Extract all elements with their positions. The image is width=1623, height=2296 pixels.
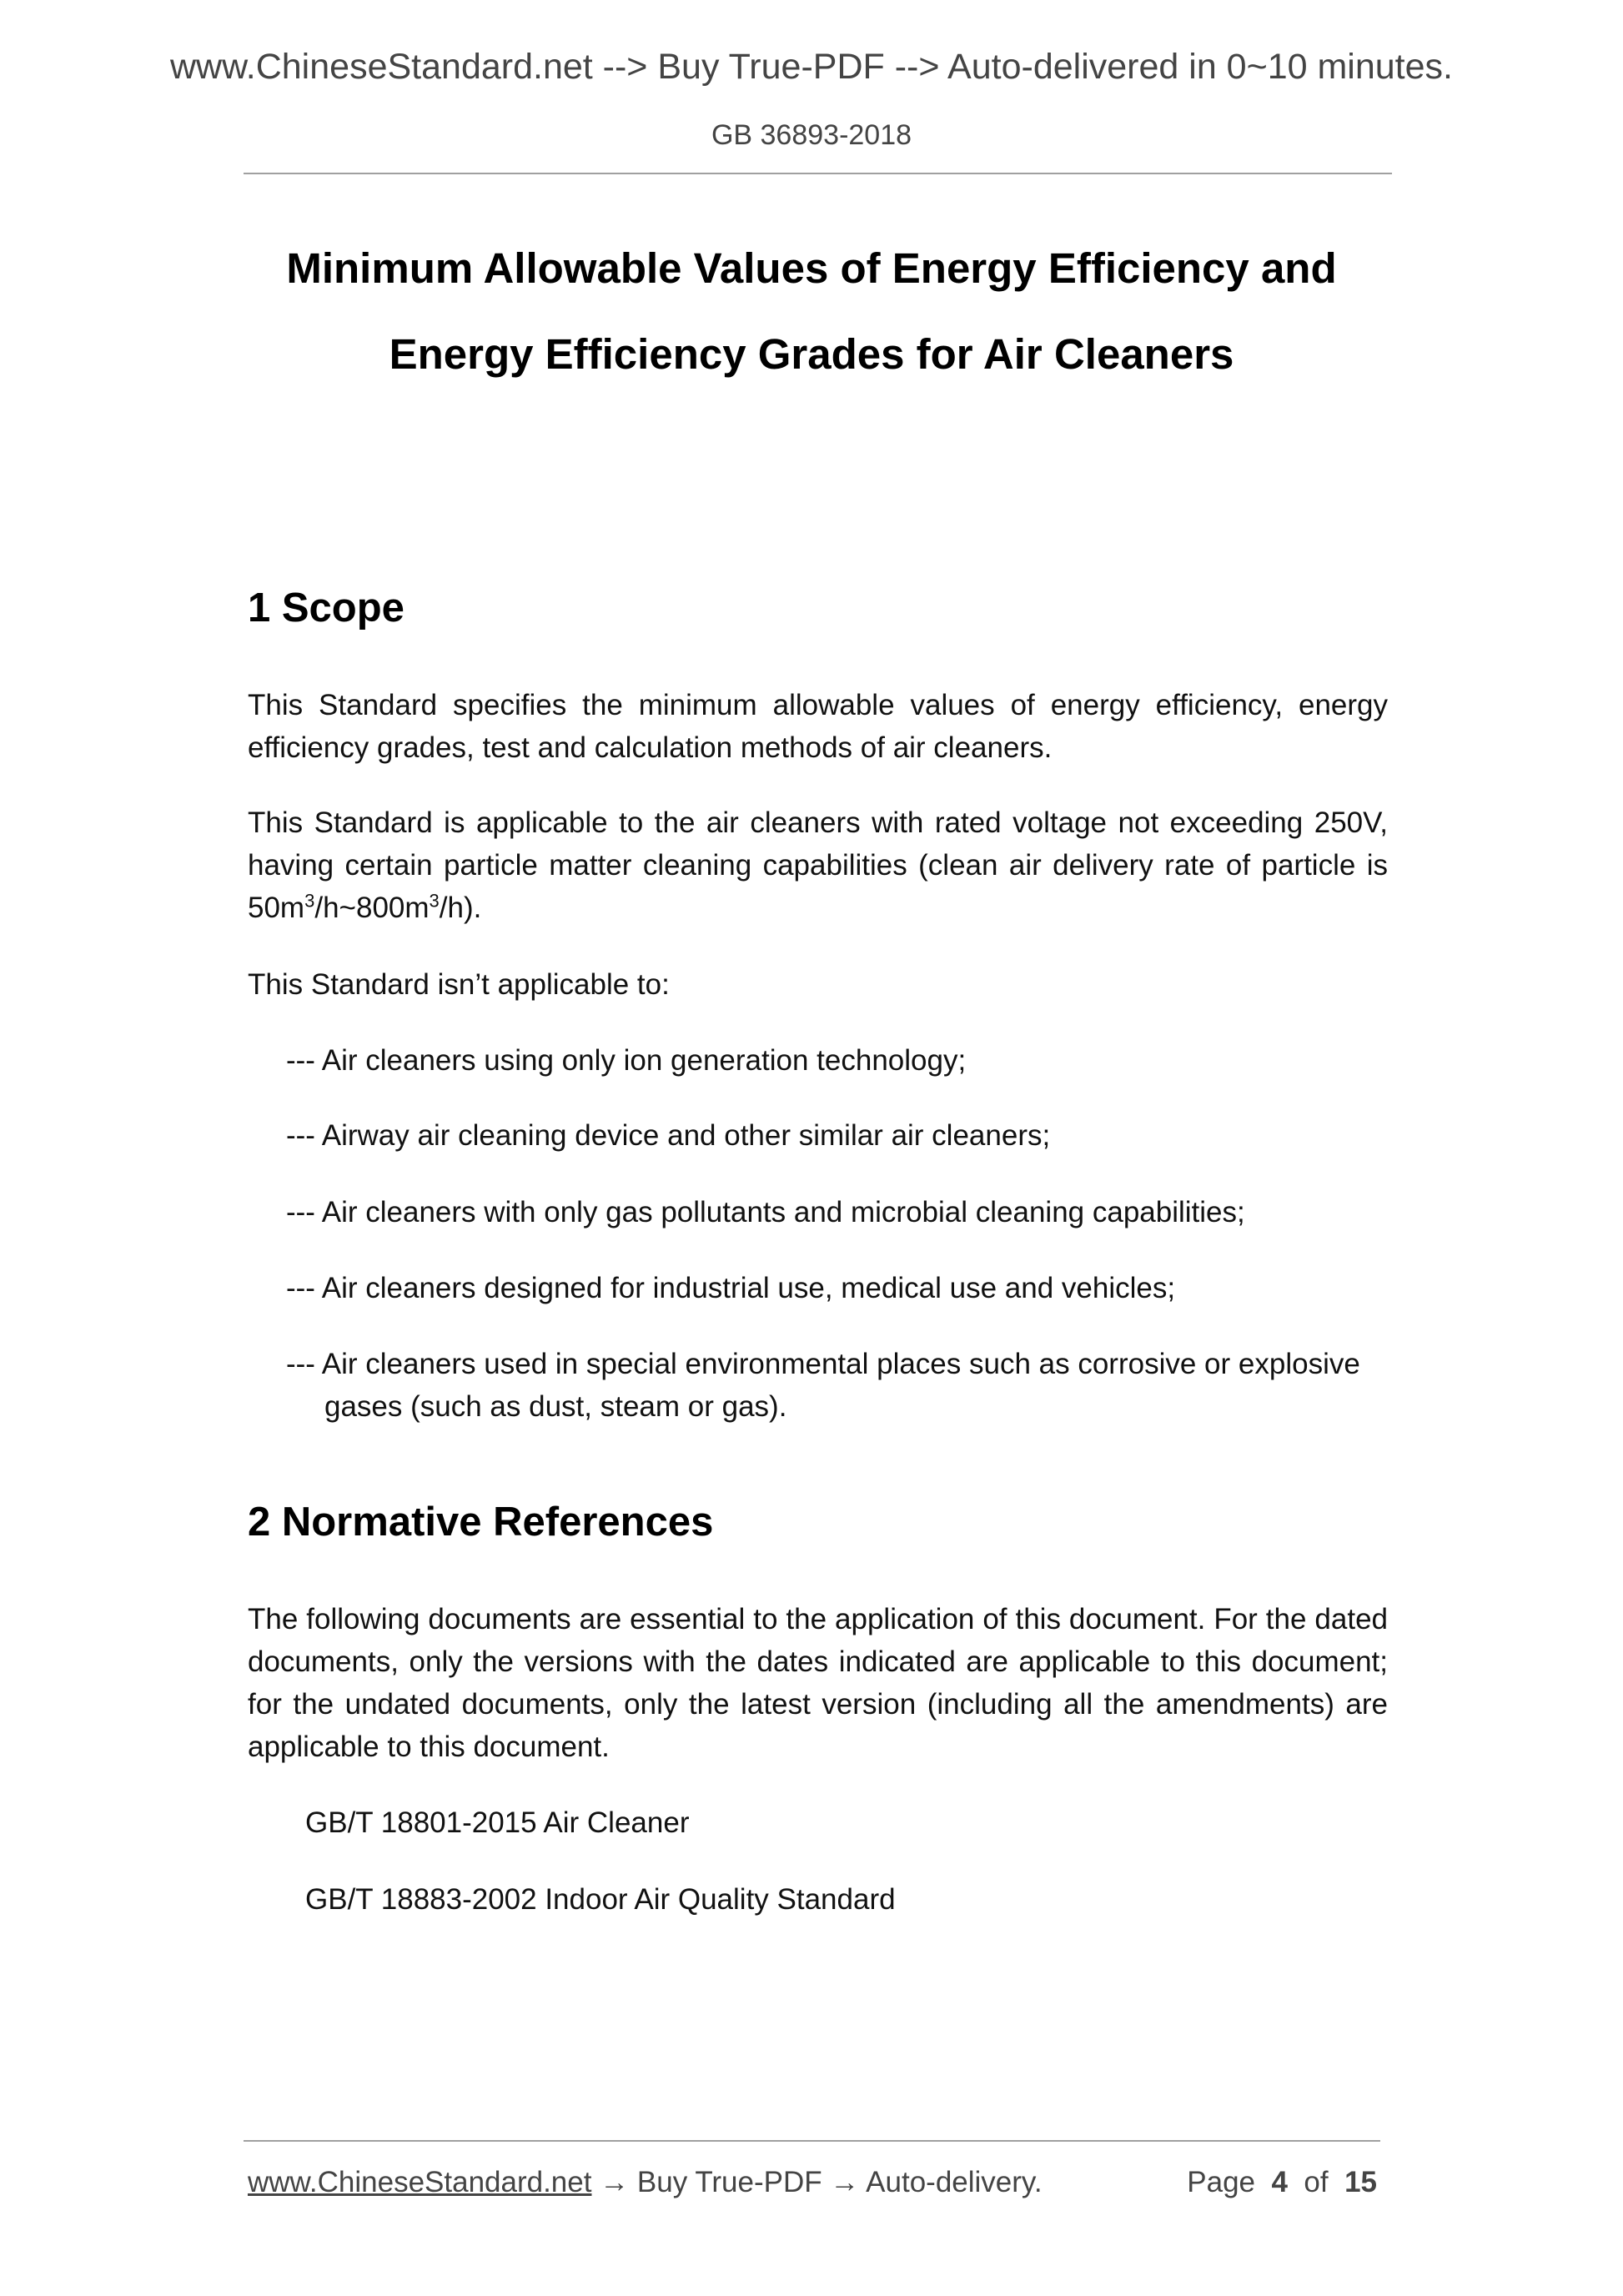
- superscript: 3: [429, 890, 440, 912]
- footer-promo: [248, 2164, 1043, 2201]
- current-page: 4: [1271, 2166, 1288, 2198]
- superscript: 3: [304, 890, 315, 912]
- of-label: of: [1304, 2166, 1329, 2198]
- exclusion-item: --- Air cleaners used in special environmental places such as corrosive or explosive gases (such as dust, steam or gas).: [286, 1348, 1360, 1423]
- header-divider: [244, 173, 1392, 174]
- scope-paragraph-3: This Standard isn’t applicable to:: [248, 968, 670, 1001]
- exclusion-item: --- Airway air cleaning device and other similar air cleaners;: [286, 1119, 1051, 1152]
- reference-item: GB/T 18801-2015 Air Cleaner: [305, 1806, 690, 1839]
- exclusion-item: --- Air cleaners using only ion generation technology;: [286, 1044, 967, 1077]
- standard-code: GB 36893-2018: [711, 119, 912, 151]
- footer-promo-text: → Buy True-PDF → Auto-delivery.: [591, 2166, 1043, 2198]
- text: This Standard is applicable to the air cleaners with rated voltage not exceeding 250V, having certain particle matter cleaning capabilities (clean air delivery rate of particle is 50m: [248, 806, 1388, 924]
- exclusion-item: --- Air cleaners with only gas pollutants and microbial cleaning capabilities;: [286, 1196, 1245, 1228]
- page-label: Page: [1187, 2166, 1256, 2198]
- reference-item: GB/T 18883-2002 Indoor Air Quality Standard: [305, 1883, 896, 1916]
- exclusion-item: --- Air cleaners designed for industrial use, medical use and vehicles;: [286, 1272, 1176, 1304]
- footer-divider: [244, 2140, 1380, 2142]
- scope-paragraph-1: This Standard specifies the minimum allowable values of energy efficiency, energy efficiency grades, test and calculation methods of air cleaners.: [248, 689, 1388, 764]
- text: /h~800m: [314, 892, 430, 924]
- total-pages: 15: [1344, 2166, 1377, 2198]
- document-title-line1: Minimum Allowable Values of Energy Efficiency and: [286, 244, 1337, 292]
- section-heading-normative-references: 2 Normative References: [248, 1500, 714, 1545]
- document-title-line2: Energy Efficiency Grades for Air Cleaners: [389, 330, 1234, 378]
- references-paragraph: The following documents are essential to the application of this document. For the dated documents, only the versions with the dates indicated are applicable to this document; for the undated documents, only the latest version (including all the amendments) are applicable to this document.: [248, 1603, 1388, 1763]
- header-banner: www.ChineseStandard.net --> Buy True-PDF --> Auto-delivered in 0~10 minutes.: [169, 47, 1453, 87]
- footer-website-link[interactable]: www.ChineseStandard.net: [248, 2166, 592, 2198]
- scope-paragraph-2: [248, 801, 1388, 929]
- section-heading-scope: 1 Scope: [248, 585, 404, 631]
- text: /h).: [439, 892, 482, 924]
- page-number: [1187, 2164, 1377, 2201]
